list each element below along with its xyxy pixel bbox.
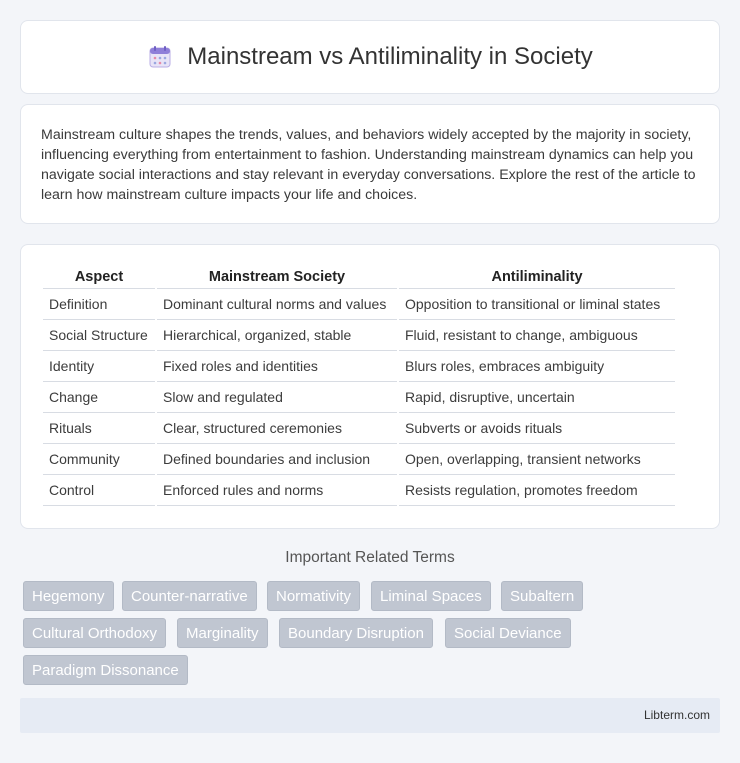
table-row [43,443,675,474]
table-cell: Open, overlapping, transient networks [398,443,675,474]
term-tag[interactable]: Paradigm Dissonance [23,655,188,685]
table-cell: Change [43,381,156,412]
term-tag[interactable]: Subaltern [501,581,583,611]
column-header-aspect: Aspect [43,266,156,288]
related-terms-heading: Important Related Terms [285,549,455,566]
column-header-mainstream: Mainstream Society [156,266,398,288]
term-tag[interactable]: Boundary Disruption [279,618,433,648]
table-cell: Defined boundaries and inclusion [156,443,398,474]
table-header-row [43,266,675,288]
table-row [43,288,675,319]
table-row [43,319,675,350]
table-cell: Fixed roles and identities [156,350,398,381]
table-cell: Slow and regulated [156,381,398,412]
table-cell: Subverts or avoids rituals [398,412,675,443]
table-cell: Control [43,474,156,505]
table-cell: Clear, structured ceremonies [156,412,398,443]
column-header-antiliminality: Antiliminality [398,266,675,288]
table-row [43,412,675,443]
table-cell: Enforced rules and norms [156,474,398,505]
table-cell: Dominant cultural norms and values [156,288,398,319]
table-cell: Community [43,443,156,474]
term-tag[interactable]: Hegemony [23,581,114,611]
table-cell: Rapid, disruptive, uncertain [398,381,675,412]
term-tag[interactable]: Counter-narrative [122,581,257,611]
table-cell: Rituals [43,412,156,443]
table-cell: Identity [43,350,156,381]
term-tag[interactable]: Normativity [267,581,360,611]
intro-text: Mainstream culture shapes the trends, values, and behaviors widely accepted by the majority in society, influencing everything from entertainment to fashion. Understanding mainstream dynamics can help you navigate social interactions and stay relevant in everyday conversations. Explore the rest of the article to learn how mainstream culture impacts your life and choices. [41,127,696,203]
table-cell: Blurs roles, embraces ambiguity [398,350,675,381]
table-row [43,350,675,381]
table-row [43,381,675,412]
table-cell: Definition [43,288,156,319]
table-cell: Fluid, resistant to change, ambiguous [398,319,675,350]
title-card [20,20,720,94]
intro-card [20,104,720,224]
table-cell: Hierarchical, organized, stable [156,319,398,350]
table-cell: Opposition to transitional or liminal states [398,288,675,319]
comparison-table [43,266,675,506]
term-tag[interactable]: Cultural Orthodoxy [23,618,166,648]
table-cell: Social Structure [43,319,156,350]
footer-site-link[interactable]: Libterm.com [643,708,710,722]
table-row [43,474,675,505]
table-cell: Resists regulation, promotes freedom [398,474,675,505]
comparison-table-card [20,244,720,529]
term-tag[interactable]: Liminal Spaces [371,581,491,611]
page-title: Mainstream vs Antiliminality in Society [187,43,593,70]
term-tag[interactable]: Social Deviance [445,618,571,648]
footer [20,698,720,733]
term-tag[interactable]: Marginality [177,618,268,648]
calendar-icon [147,44,173,70]
